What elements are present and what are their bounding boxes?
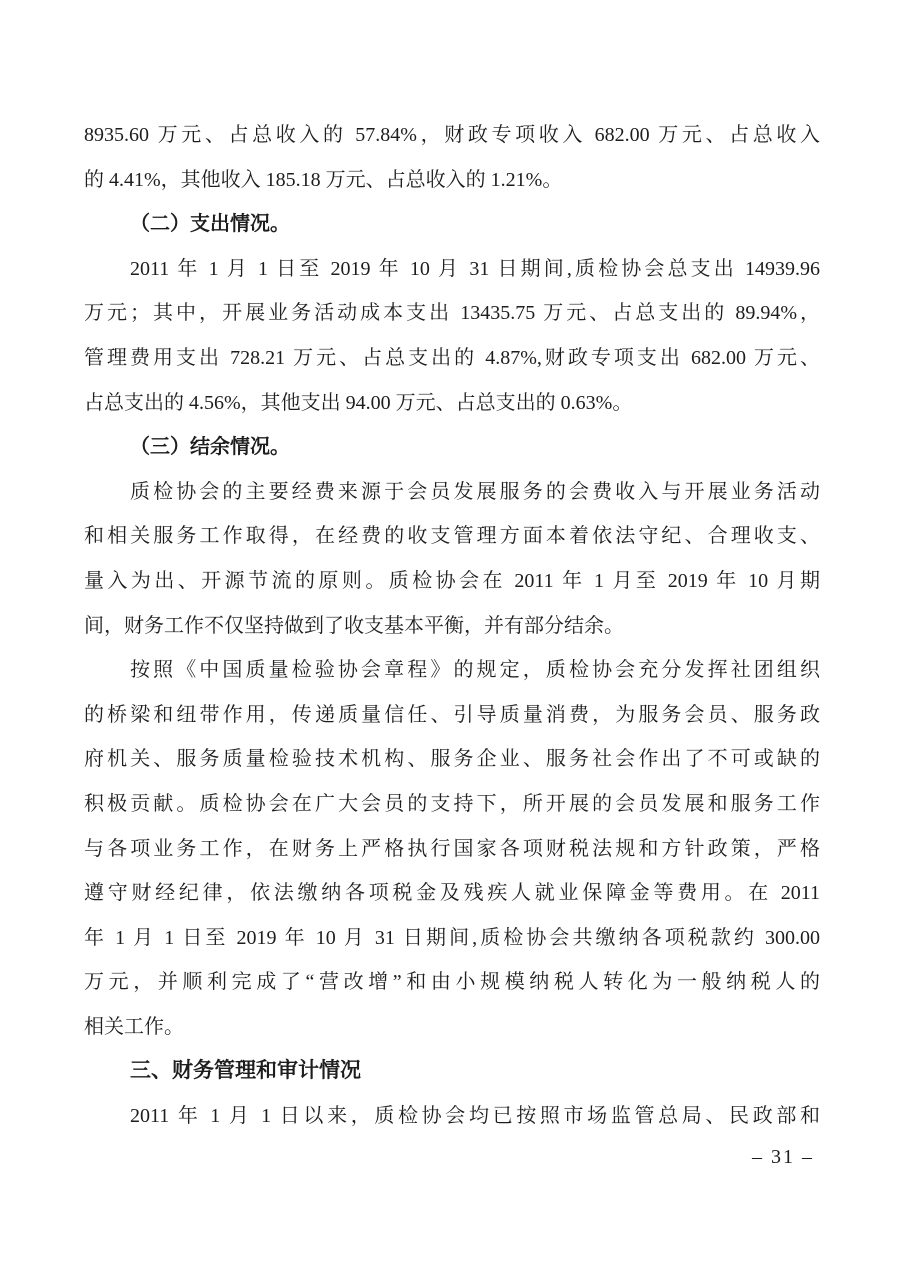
section-heading-expenditure: （二）支出情况。: [130, 213, 290, 236]
text-line: 万元，并顺利完成了“营改增”和由小规模纳税人转化为一般纳税人的: [84, 971, 820, 994]
text-line: 2011 年 1 月 1 日至 2019 年 10 月 31 日期间,质检协会总支出 14939.96: [130, 257, 820, 280]
text-line: 和相关服务工作取得，在经费的收支管理方面本着依法守纪、合理收支、: [84, 525, 820, 548]
text-line: 管理费用支出 728.21 万元、占总支出的 4.87%,财政专项支出 682.00 万元、: [84, 346, 820, 369]
text-line: 遵守财经纪律，依法缴纳各项税金及残疾人就业保障金等费用。在 2011: [84, 882, 820, 905]
text-line: 与各项业务工作，在财务上严格执行国家各项财税法规和方针政策，严格: [84, 837, 820, 860]
text-line: 8935.60 万元、占总收入的 57.84%，财政专项收入 682.00 万元、占总收入: [84, 124, 820, 146]
text-line: 间，财务工作不仅坚持做到了收支基本平衡，并有部分结余。: [84, 614, 624, 637]
chapter-heading-finance-audit: 三、财务管理和审计情况: [130, 1059, 361, 1083]
text-line: 万元；其中，开展业务活动成本支出 13435.75 万元、占总支出的 89.94%，: [84, 302, 820, 325]
text-line: 的 4.41%，其他收入 185.18 万元、占总收入的 1.21%。: [84, 168, 563, 191]
text-line: 质检协会的主要经费来源于会员发展服务的会费收入与开展业务活动: [130, 480, 820, 503]
text-line: 积极贡献。质检协会在广大会员的支持下，所开展的会员发展和服务工作: [84, 792, 820, 815]
page-number: – 31 –: [752, 1146, 814, 1168]
text-line: 2011 年 1 月 1 日以来，质检协会均已按照市场监管总局、民政部和: [130, 1105, 820, 1128]
section-heading-balance: （三）结余情况。: [130, 436, 290, 459]
text-line: 年 1 月 1 日至 2019 年 10 月 31 日期间,质检协会共缴纳各项税款约 300.00: [84, 926, 820, 949]
text-line: 的桥梁和纽带作用，传递质量信任、引导质量消费，为服务会员、服务政: [84, 703, 820, 726]
text-line: 府机关、服务质量检验技术机构、服务企业、服务社会作出了不可或缺的: [84, 748, 820, 771]
document-body: [84, 113, 820, 1139]
text-line: 量入为出、开源节流的原则。质检协会在 2011 年 1 月至 2019 年 10 月期: [84, 569, 820, 592]
text-line: 相关工作。: [84, 1015, 184, 1038]
text-line: 占总支出的 4.56%，其他支出 94.00 万元、占总支出的 0.63%。: [84, 391, 633, 414]
text-line: 按照《中国质量检验协会章程》的规定，质检协会充分发挥社团组织: [130, 659, 820, 682]
